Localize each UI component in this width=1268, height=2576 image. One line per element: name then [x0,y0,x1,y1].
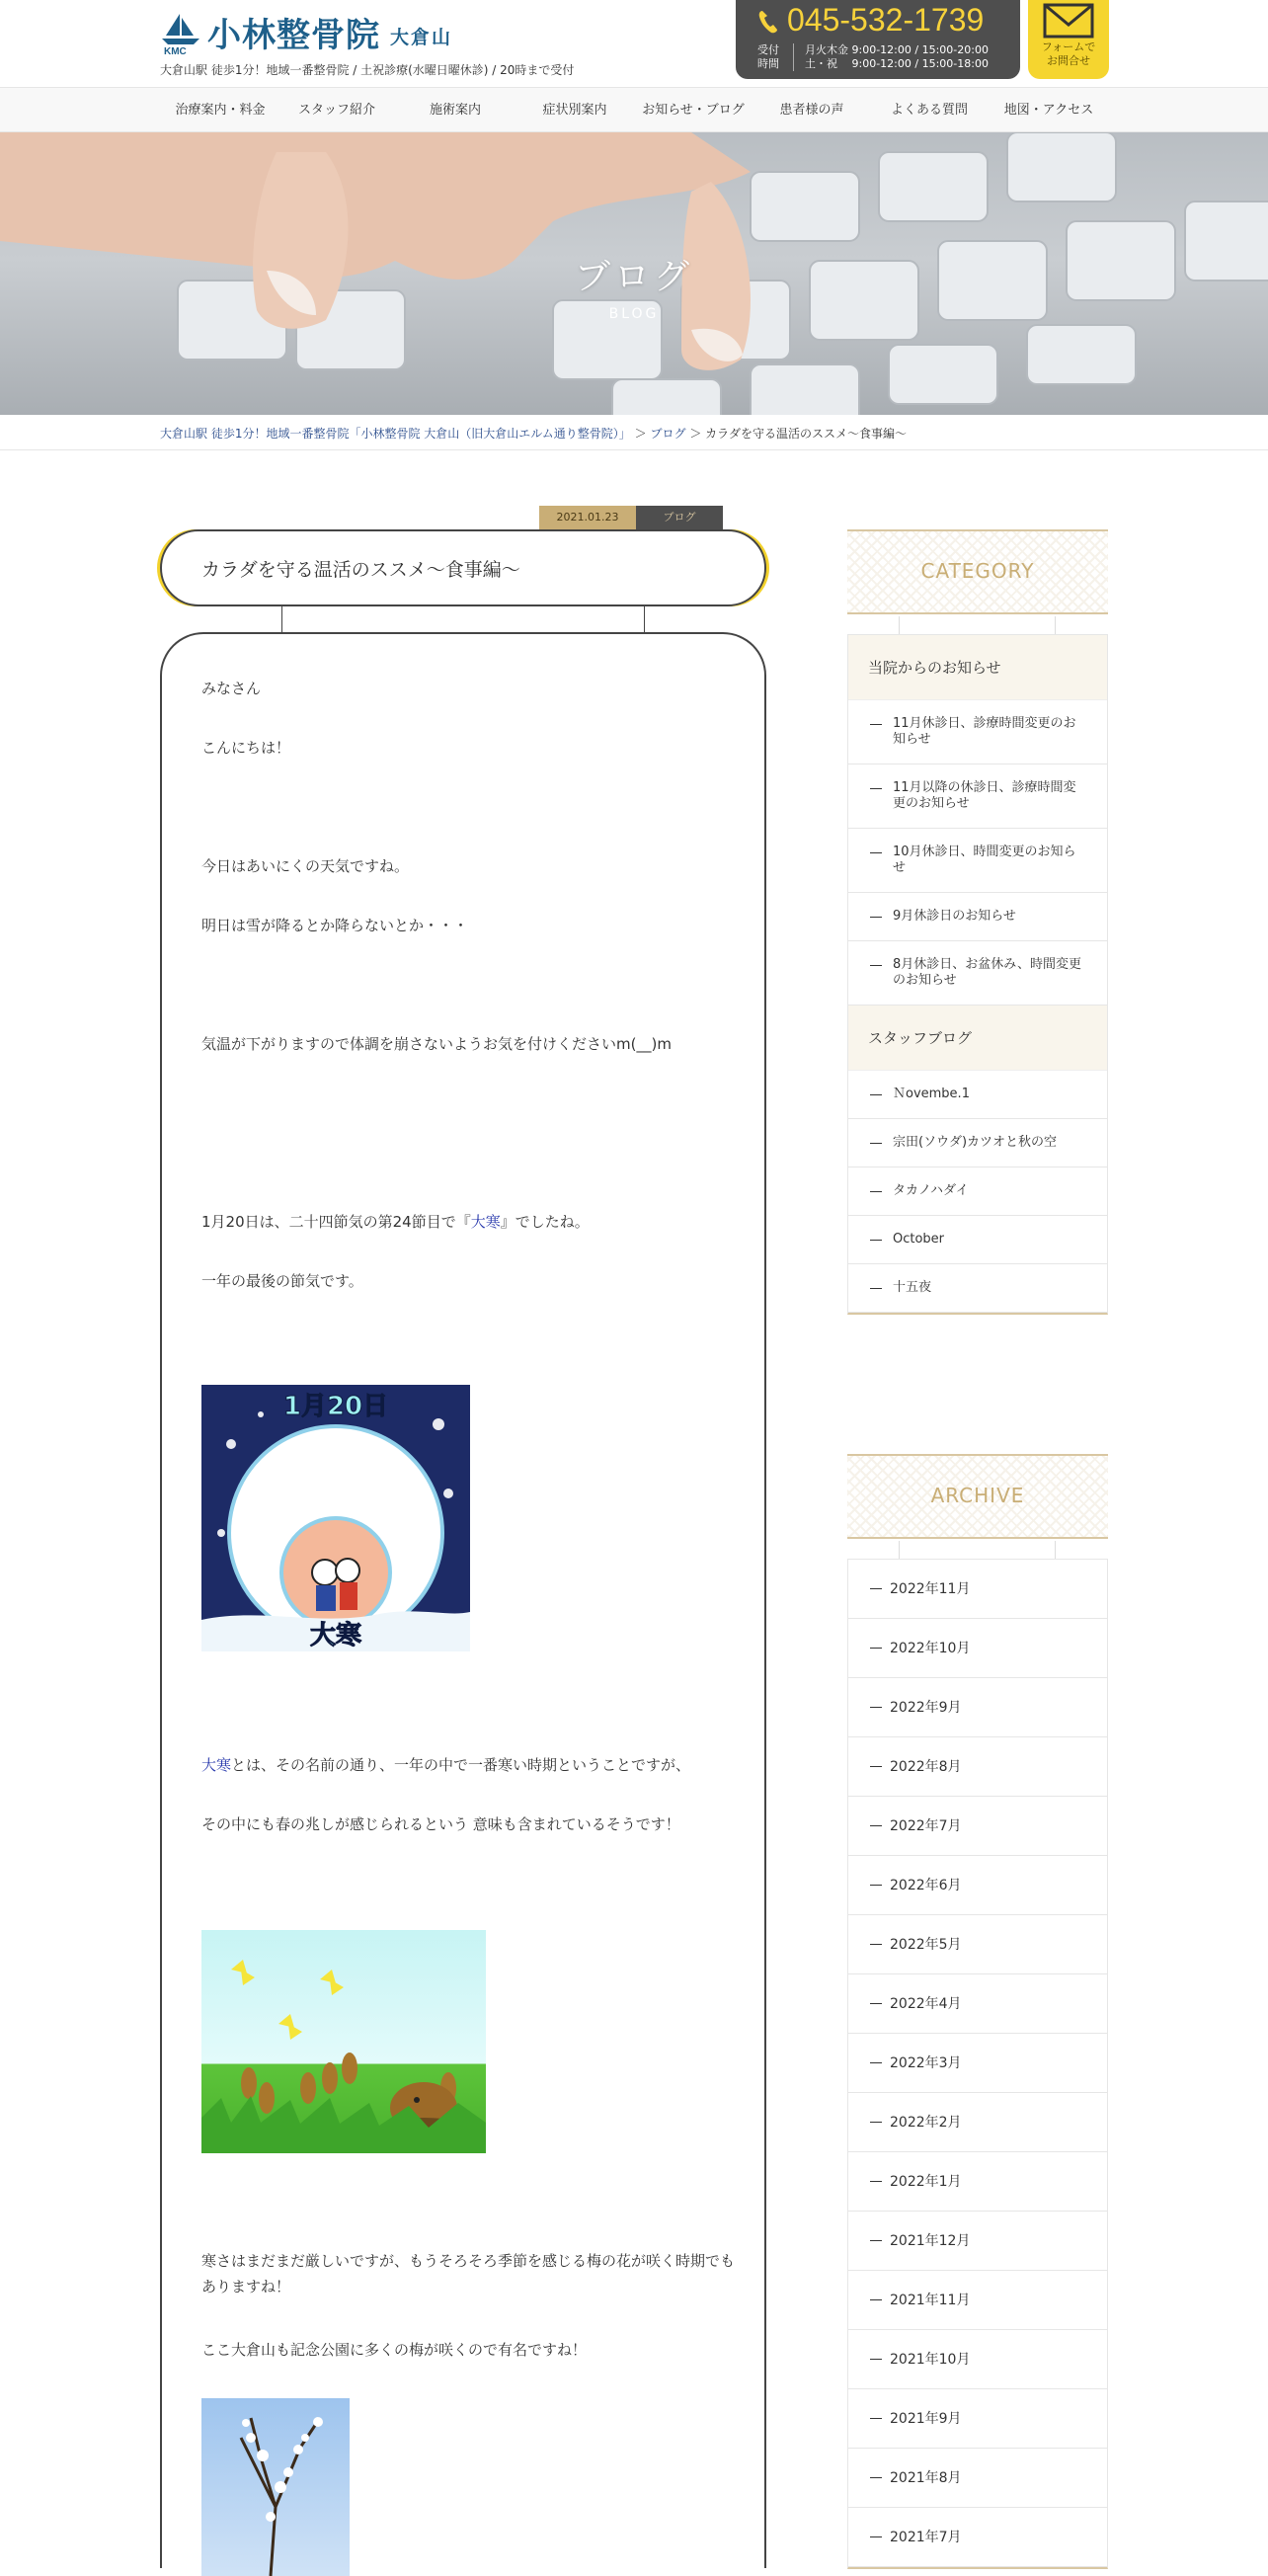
archive-list [847,1559,1108,2569]
category-list-item[interactable] [848,700,1107,765]
post-paragraph: 気温が下がりますので体調を崩さないようお気を付けくださいm(__)m [201,1035,672,1053]
archive-item-label: 2022年9月 [890,1700,962,1716]
archive-list-item[interactable] [848,2271,1107,2330]
category-group-notices[interactable]: 当院からのお知らせ [848,635,1107,700]
post-category[interactable]: ブログ [636,506,723,529]
category-heading: CATEGORY [920,559,1035,583]
nav-item-voices[interactable]: 患者様の声 [779,103,844,118]
archive-item-label: 2022年1月 [890,2174,962,2190]
breadcrumb-current: カラダを守る温活のススメ～食事編～ [705,427,908,441]
heading-connector [847,616,1108,634]
site-header [0,0,1268,87]
post-title-box [160,529,766,606]
category-list-item[interactable] [848,1071,1107,1119]
archive-list-item[interactable] [848,1737,1107,1797]
category-list-item[interactable] [848,1119,1107,1167]
archive-item-label: 2021年8月 [890,2470,962,2486]
post-paragraph [201,1752,735,1778]
category-heading-box [847,529,1108,614]
category-list-item[interactable] [848,1167,1107,1216]
category-item-label: 10月休診日、時間変更のお知らせ [893,845,1076,875]
category-item-label: 8月休診日、お盆休み、時間変更のお知らせ [893,957,1082,988]
hours-label [757,43,779,71]
paragraph-text: 1月20日は、二十四節気の第24節目で『 [201,1213,471,1231]
nav-item-staff[interactable]: スタッフ紹介 [297,103,375,118]
archive-list-item[interactable] [848,1915,1107,1974]
archive-list-item[interactable] [848,2034,1107,2093]
archive-item-label: 2021年12月 [890,2233,971,2249]
hero-banner [0,132,1268,415]
category-item-label: 9月休診日のお知らせ [893,909,1016,924]
archive-list-item[interactable] [848,1678,1107,1737]
category-item-label: タカノハダイ [893,1183,969,1198]
category-item-label: 十五夜 [893,1280,932,1295]
title-connector [644,606,645,632]
category-list-item[interactable] [848,1216,1107,1264]
archive-list-item[interactable] [848,2389,1107,2449]
archive-item-label: 2022年4月 [890,1996,962,2012]
hero-title: ブログ [574,257,693,297]
nav-item-access[interactable]: 地図・アクセス [1003,103,1094,118]
archive-list-item[interactable] [848,1797,1107,1856]
archive-list-item[interactable] [848,1560,1107,1619]
breadcrumb-home[interactable]: 大倉山駅 徒歩1分！地域一番整骨院「小林整骨院 大倉山（旧大倉山エルム通り整骨院）」 [160,427,631,441]
title-connector [281,606,282,632]
paragraph-text: 』でしたね。 [500,1213,590,1231]
contact-form-button[interactable] [1028,0,1109,79]
post-paragraph: こんにちは！ [201,739,291,757]
nav-item-procedures[interactable]: 施術案内 [429,103,481,118]
archive-list-item[interactable] [848,2093,1107,2152]
archive-heading: ARCHIVE [930,1484,1025,1507]
daikan-illustration [201,1385,470,1651]
spring-illustration [201,1930,486,2153]
phone-number[interactable]: 045-532-1739 [787,2,985,38]
category-list-item[interactable] [848,893,1107,941]
illustration-date-text: 1月20日 [282,1392,389,1421]
archive-item-label: 2022年3月 [890,2055,962,2071]
hero-subtitle: BLOG [608,306,660,322]
form-label-line1: フォームで [1041,40,1096,53]
category-list-item[interactable] [848,765,1107,829]
archive-item-label: 2021年11月 [890,2293,971,2308]
post-meta [539,506,723,529]
keyword-link[interactable]: 大寒 [470,1213,501,1231]
archive-item-label: 2022年5月 [890,1937,962,1953]
post-paragraph [201,1209,735,1235]
archive-list-item[interactable] [848,2152,1107,2212]
archive-list-item[interactable] [848,2212,1107,2271]
post-title: カラダを守る温活のススメ～食事編～ [201,559,520,581]
post-body [160,632,766,2568]
category-item-label: 11月以降の休診日、診療時間変更のお知らせ [893,780,1076,811]
keyword-link[interactable]: 大寒 [201,1756,232,1774]
post-date: 2021.01.23 [539,506,636,529]
category-list-item[interactable] [848,829,1107,893]
breadcrumb-blog[interactable]: ブログ [650,427,686,441]
hours-weekday: 月火木金 9:00-12:00 / 15:00-20:00 [805,43,989,56]
ume-blossom-photo [201,2398,350,2576]
ship-logo-icon [160,12,201,55]
archive-item-label: 2021年10月 [890,2352,971,2368]
global-nav [0,87,1268,132]
category-list-item[interactable] [848,941,1107,1006]
post-paragraph: 明日は雪が降るとか降らないとか・・・ [201,917,469,934]
category-item-label: Ｎovembe.1 [893,1087,970,1101]
paragraph-text: とは、その名前の通り、一年の中で一番寒い時期ということですが、 [231,1756,691,1774]
clinic-area: 大倉山 [390,27,453,48]
breadcrumb-divider [0,449,1268,450]
phone-box[interactable] [736,0,1020,79]
post-paragraph: ここ大倉山も記念公園に多くの梅が咲くので有名ですね！ [201,2341,588,2359]
post-paragraph: 寒さはまだまだ厳しいですが、もうそろそろ季節を感じる梅の花が咲く時期でもありますね！ [201,2252,736,2295]
archive-list-item[interactable] [848,2330,1107,2389]
nav-item-symptoms[interactable]: 症状別案内 [542,103,607,118]
category-item-label: 宗田(ソウダ)カツオと秋の空 [893,1135,1058,1150]
archive-item-label: 2022年8月 [890,1759,962,1775]
phone-icon [757,9,779,35]
hours-label-line1: 受付 [757,43,779,56]
archive-item-label: 2022年6月 [890,1878,962,1893]
archive-item-label: 2021年9月 [890,2411,962,2427]
archive-heading-box [847,1454,1108,1539]
archive-list-item[interactable] [848,2508,1107,2567]
header-tagline: 大倉山駅 徒歩1分！地域一番整骨院 / 土祝診療(水曜日曜休診) / 20時まで受付 [160,63,575,77]
archive-item-label: 2021年7月 [890,2530,962,2545]
category-item-label: 11月休診日、診療時間変更のお知らせ [893,716,1076,747]
nav-item-news-blog[interactable]: お知らせ・ブログ [642,103,745,118]
envelope-icon [1043,3,1094,39]
nav-item-treatment[interactable]: 治療案内・料金 [175,103,266,118]
post-paragraph: 今日はあいにくの天気ですね。 [201,857,410,875]
logo-mark-text: KMC [164,46,187,55]
archive-item-label: 2022年11月 [890,1581,971,1597]
archive-list-item[interactable] [848,1856,1107,1915]
site-logo[interactable] [160,12,452,55]
hours-weekend: 土・祝 9:00-12:00 / 15:00-18:00 [805,57,989,70]
hours-detail [805,43,989,71]
hours-divider [793,43,794,71]
archive-item-label: 2022年10月 [890,1641,971,1656]
category-list-item[interactable] [848,1264,1107,1313]
clinic-name: 小林整骨院 [207,16,380,55]
hours-label-line2: 時間 [757,57,779,70]
form-label-line2: お問合せ [1047,54,1090,67]
archive-item-label: 2022年2月 [890,2115,962,2131]
post-paragraph: 一年の最後の節気です。 [201,1272,363,1290]
breadcrumb-separator: ＞ [634,427,647,441]
archive-list-item[interactable] [848,1619,1107,1678]
category-group-staff-blog[interactable]: スタッフブログ [848,1006,1107,1071]
breadcrumb-separator: ＞ [689,427,702,441]
archive-list-item[interactable] [848,1974,1107,2034]
category-item-label: October [893,1232,945,1247]
nav-item-faq[interactable]: よくある質問 [890,103,968,118]
archive-list-item[interactable] [848,2449,1107,2508]
illustration-caption-text: 大寒 [309,1621,362,1650]
archive-item-label: 2022年7月 [890,1818,962,1834]
category-list [847,634,1108,1315]
post-paragraph: みなさん [201,680,262,697]
heading-connector [847,1541,1108,1559]
breadcrumb [160,425,907,442]
post-paragraph: その中にも春の兆しが感じられるという 意味も含まれているそうです！ [201,1815,680,1833]
